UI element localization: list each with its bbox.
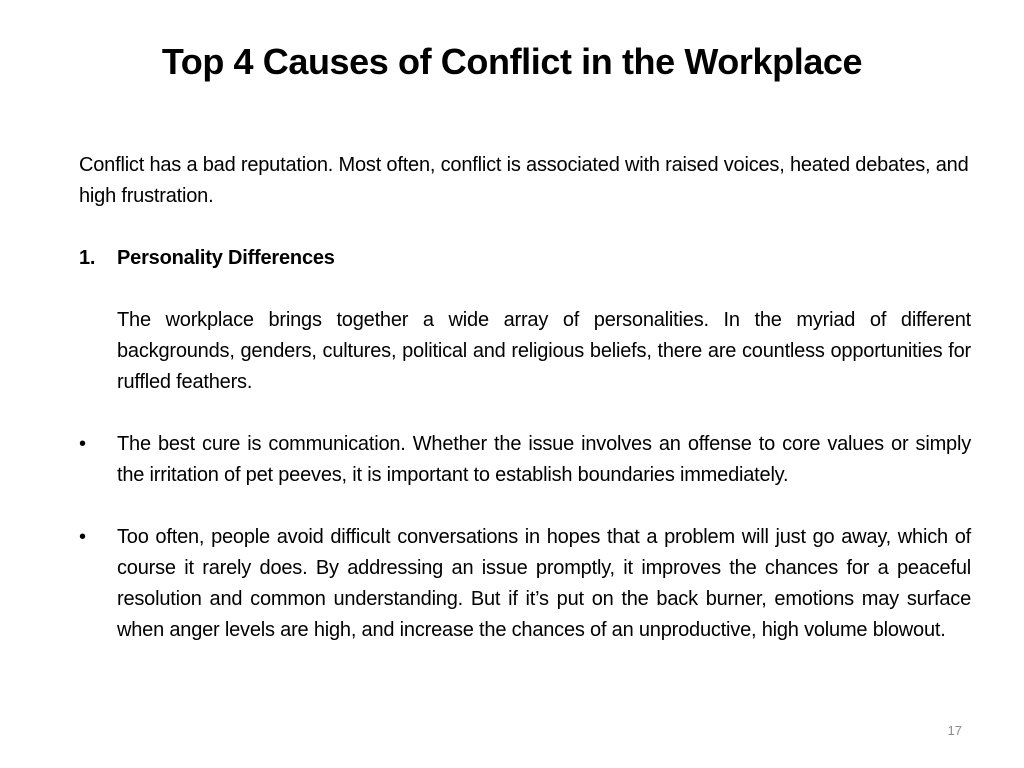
bullet-text: Too often, people avoid difficult conversations in hopes that a problem will just go away, which of course it rarely does. By addressing an issue promptly, it improves the chances for a peaceful resolution and common understanding. But if it’s put on the back burner, emotions may surface when anger levels are high, and increase the chances of an unproductive, high volume blowout. bbox=[117, 526, 971, 641]
section-heading: Personality Differences bbox=[117, 247, 335, 269]
bullet-symbol: • bbox=[79, 526, 86, 548]
spacer bbox=[79, 491, 971, 522]
section-paragraph: The workplace brings together a wide array of personalities. In the myriad of different backgrounds, genders, cultures, political and religious beliefs, there are countless opportunities for ruffled feathers. bbox=[117, 309, 971, 393]
page-number: 17 bbox=[947, 723, 962, 738]
spacer bbox=[79, 274, 971, 305]
intro-paragraph: Conflict has a bad reputation. Most often, conflict is associated with raised voices, heated debates, and high frustration. bbox=[79, 154, 969, 207]
bullet-symbol: • bbox=[79, 433, 86, 455]
spacer bbox=[79, 212, 971, 243]
list-number: 1. bbox=[79, 247, 96, 269]
bullet-text: The best cure is communication. Whether the issue involves an offense to core values or simply the irritation of pet peeves, it is important to establish boundaries immediately. bbox=[117, 433, 971, 486]
bullet-item bbox=[79, 429, 971, 491]
bullet-item bbox=[79, 522, 971, 646]
slide-body bbox=[79, 150, 971, 646]
slide-title: Top 4 Causes of Conflict in the Workplace bbox=[161, 41, 863, 82]
numbered-heading bbox=[79, 243, 971, 274]
spacer bbox=[79, 398, 971, 429]
